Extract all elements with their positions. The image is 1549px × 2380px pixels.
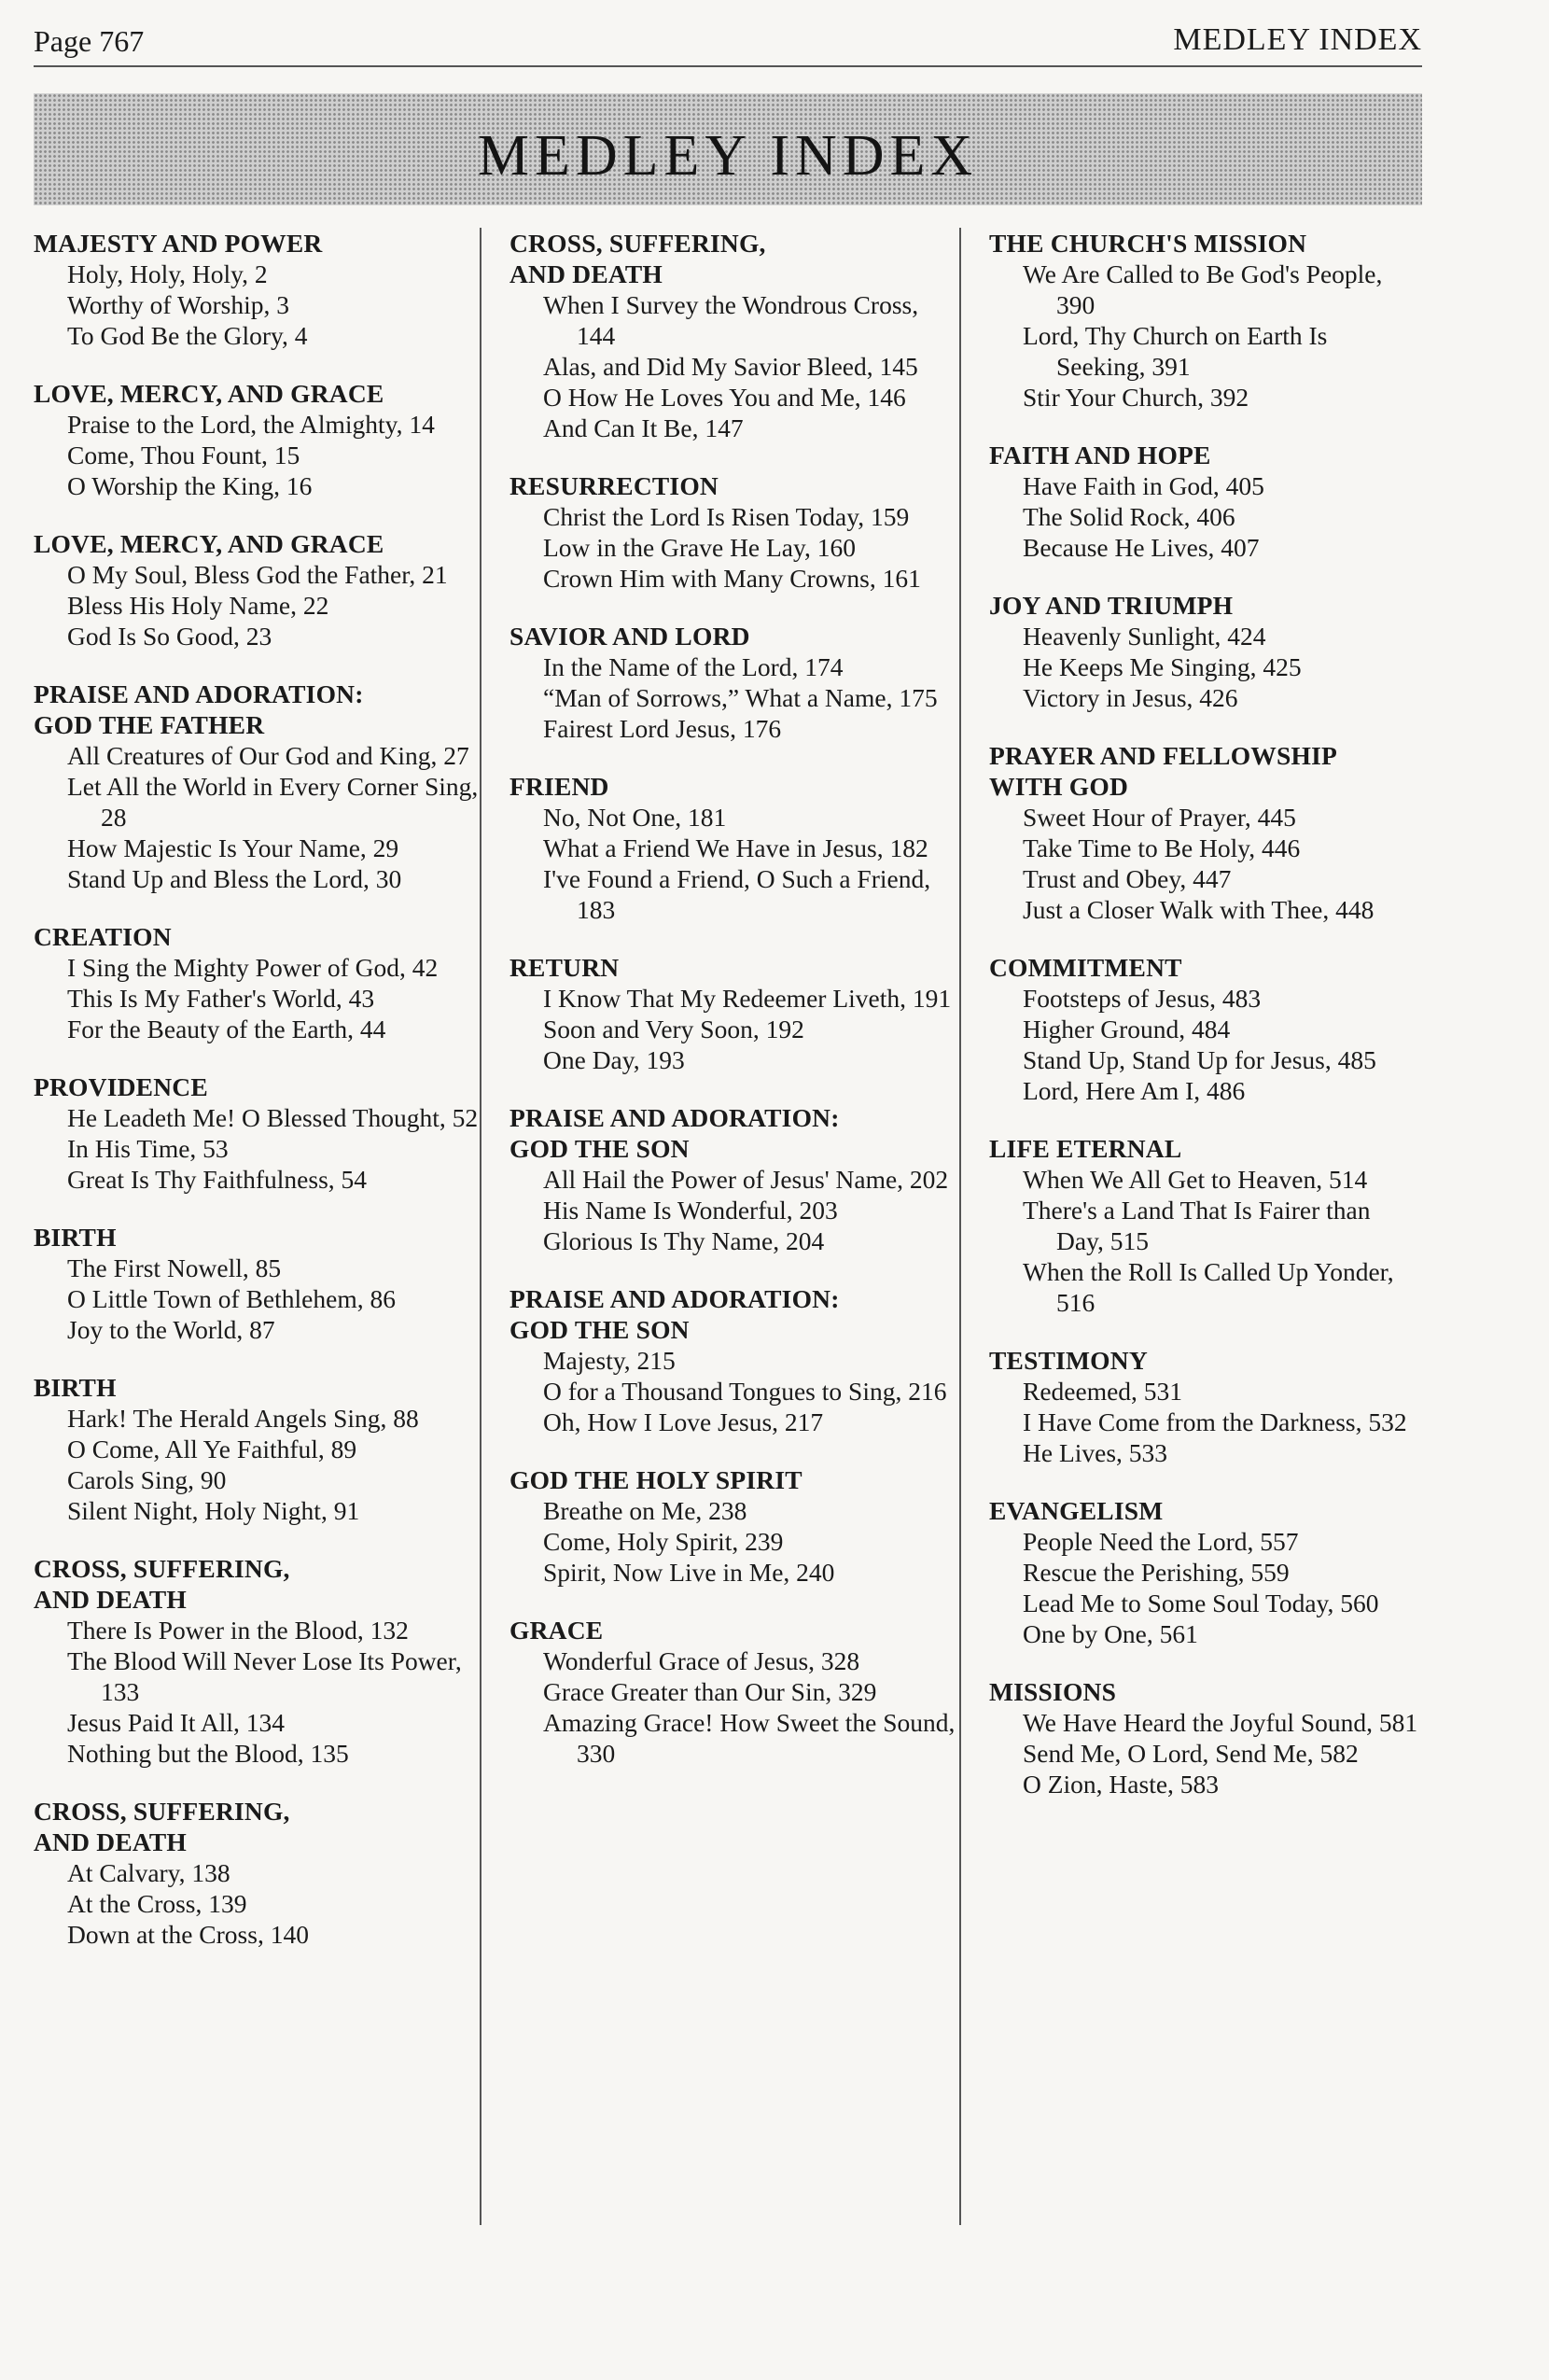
index-entry: Lord, Here Am I, 486 — [1023, 1076, 1246, 1105]
index-entry: I Know That My Redeemer Liveth, 191 — [543, 984, 952, 1013]
running-title: MEDLEY INDEX — [1173, 22, 1422, 57]
index-entry: The Blood Will Never Lose Its Power, 133 — [67, 1646, 462, 1706]
section-heading: LOVE, MERCY, AND GRACE — [34, 529, 384, 558]
section-heading: WITH GOD — [989, 772, 1129, 801]
index-section — [34, 1222, 480, 1345]
index-entry: Spirit, Now Live in Me, 240 — [543, 1558, 835, 1587]
index-entry: Stand Up and Bless the Lord, 30 — [67, 864, 402, 893]
index-entry: Crown Him with Many Crowns, 161 — [543, 564, 921, 593]
index-column-3 — [961, 228, 1422, 2225]
index-entry: I've Found a Friend, O Such a Friend, 183 — [543, 864, 931, 924]
index-entry: O Come, All Ye Faithful, 89 — [67, 1435, 357, 1463]
index-section — [509, 952, 959, 1075]
section-heading: CROSS, SUFFERING, — [34, 1554, 290, 1583]
index-entry: Oh, How I Love Jesus, 217 — [543, 1407, 824, 1436]
index-entry: Alas, and Did My Savior Bleed, 145 — [543, 352, 918, 381]
index-entry: Nothing but the Blood, 135 — [67, 1739, 349, 1768]
index-entry: Glorious Is Thy Name, 204 — [543, 1226, 825, 1255]
index-entry: Joy to the World, 87 — [67, 1315, 275, 1344]
index-section — [509, 228, 959, 443]
index-section — [989, 1345, 1422, 1468]
section-heading: CROSS, SUFFERING, — [34, 1797, 290, 1826]
index-entry: People Need the Lord, 557 — [1023, 1527, 1299, 1556]
index-entry: He Lives, 533 — [1023, 1438, 1168, 1467]
index-entry: At Calvary, 138 — [67, 1858, 230, 1887]
index-entry: At the Cross, 139 — [67, 1889, 247, 1918]
index-entry: Take Time to Be Holy, 446 — [1023, 833, 1301, 862]
index-entry: To God Be the Glory, 4 — [67, 321, 308, 350]
index-section — [34, 1796, 480, 1950]
index-section — [34, 228, 480, 351]
section-heading: CREATION — [34, 922, 172, 951]
index-entry: I Sing the Mighty Power of God, 42 — [67, 953, 439, 982]
index-entry: When the Roll Is Called Up Yonder, 516 — [1023, 1257, 1394, 1317]
index-column-1 — [34, 228, 480, 2225]
index-entry: How Majestic Is Your Name, 29 — [67, 833, 399, 862]
index-entry: In the Name of the Lord, 174 — [543, 652, 844, 681]
index-entry: What a Friend We Have in Jesus, 182 — [543, 833, 928, 862]
section-heading: COMMITMENT — [989, 953, 1182, 982]
index-entry: Praise to the Lord, the Almighty, 14 — [67, 410, 435, 439]
index-entry: No, Not One, 181 — [543, 803, 727, 832]
index-entry: All Hail the Power of Jesus' Name, 202 — [543, 1165, 949, 1194]
index-entry: O My Soul, Bless God the Father, 21 — [67, 560, 448, 589]
index-section — [989, 1676, 1422, 1799]
index-entry: Redeemed, 531 — [1023, 1377, 1183, 1406]
index-section — [509, 621, 959, 744]
section-heading: GOD THE SON — [509, 1315, 690, 1344]
index-entry: Stir Your Church, 392 — [1023, 383, 1249, 412]
index-entry: O Little Town of Bethlehem, 86 — [67, 1284, 396, 1313]
section-heading: JOY AND TRIUMPH — [989, 591, 1234, 620]
section-heading: GOD THE HOLY SPIRIT — [509, 1465, 802, 1494]
section-heading: EVANGELISM — [989, 1496, 1164, 1525]
index-entry: Heavenly Sunlight, 424 — [1023, 622, 1266, 651]
running-header — [34, 21, 1422, 67]
index-section — [34, 378, 480, 501]
index-entry: When I Survey the Wondrous Cross, 144 — [543, 290, 919, 350]
index-entry: For the Beauty of the Earth, 44 — [67, 1015, 386, 1043]
index-entry: We Are Called to Be God's People, 390 — [1023, 259, 1383, 319]
index-entry: Come, Holy Spirit, 239 — [543, 1527, 784, 1556]
index-section — [989, 1495, 1422, 1649]
page-number: Page 767 — [34, 24, 145, 58]
index-section — [34, 528, 480, 651]
index-section — [34, 679, 480, 894]
index-section — [509, 1102, 959, 1256]
index-entry: The First Nowell, 85 — [67, 1253, 282, 1282]
section-heading: AND DEATH — [34, 1585, 188, 1614]
index-entry: Stand Up, Stand Up for Jesus, 485 — [1023, 1045, 1376, 1074]
section-heading: PRAISE AND ADORATION: — [34, 679, 364, 708]
index-section — [34, 1372, 480, 1526]
section-heading: FAITH AND HOPE — [989, 441, 1211, 469]
index-section — [509, 1464, 959, 1588]
index-entry: O How He Loves You and Me, 146 — [543, 383, 906, 412]
index-entry: Hark! The Herald Angels Sing, 88 — [67, 1404, 419, 1433]
section-heading: RESURRECTION — [509, 471, 719, 500]
index-section — [989, 590, 1422, 713]
index-entry: God Is So Good, 23 — [67, 622, 272, 651]
index-entry: When We All Get to Heaven, 514 — [1023, 1165, 1368, 1194]
index-entry: And Can It Be, 147 — [543, 413, 744, 442]
index-entry: Amazing Grace! How Sweet the Sound, 330 — [543, 1708, 956, 1768]
index-entry: Worthy of Worship, 3 — [67, 290, 289, 319]
index-entry: Higher Ground, 484 — [1023, 1015, 1231, 1043]
index-entry: Great Is Thy Faithfulness, 54 — [67, 1165, 368, 1194]
section-heading: PROVIDENCE — [34, 1072, 208, 1101]
index-entry: Carols Sing, 90 — [67, 1465, 227, 1494]
section-heading: BIRTH — [34, 1223, 117, 1252]
index-entry: Wonderful Grace of Jesus, 328 — [543, 1646, 860, 1675]
index-section — [989, 1133, 1422, 1318]
index-entry: Soon and Very Soon, 192 — [543, 1015, 804, 1043]
index-section — [989, 228, 1422, 413]
section-heading: PRAISE AND ADORATION: — [509, 1103, 840, 1132]
section-heading: BIRTH — [34, 1373, 117, 1402]
index-entry: Footsteps of Jesus, 483 — [1023, 984, 1262, 1013]
index-entry: O Zion, Haste, 583 — [1023, 1770, 1220, 1799]
index-entry: Down at the Cross, 140 — [67, 1920, 309, 1949]
index-section — [509, 1615, 959, 1769]
index-entry: Have Faith in God, 405 — [1023, 471, 1264, 500]
index-section — [509, 1283, 959, 1437]
section-heading: TESTIMONY — [989, 1346, 1148, 1375]
index-entry: Silent Night, Holy Night, 91 — [67, 1496, 360, 1525]
index-section — [989, 952, 1422, 1106]
index-entry: Trust and Obey, 447 — [1023, 864, 1232, 893]
index-entry: O Worship the King, 16 — [67, 471, 313, 500]
section-heading: LOVE, MERCY, AND GRACE — [34, 379, 384, 408]
index-entry: Christ the Lord Is Risen Today, 159 — [543, 502, 910, 531]
index-section — [509, 470, 959, 594]
index-entry: Jesus Paid It All, 134 — [67, 1708, 285, 1737]
section-heading: SAVIOR AND LORD — [509, 622, 750, 651]
section-heading: RETURN — [509, 953, 620, 982]
index-entry: Send Me, O Lord, Send Me, 582 — [1023, 1739, 1359, 1768]
index-entry: His Name Is Wonderful, 203 — [543, 1196, 838, 1225]
section-heading: MISSIONS — [989, 1677, 1117, 1706]
section-heading: FRIEND — [509, 772, 609, 801]
index-entry: Low in the Grave He Lay, 160 — [543, 533, 856, 562]
index-section — [34, 1553, 480, 1769]
index-entry: There Is Power in the Blood, 132 — [67, 1616, 409, 1645]
index-entry: Rescue the Perishing, 559 — [1023, 1558, 1290, 1587]
index-entry: Let All the World in Every Corner Sing, 28 — [67, 772, 479, 832]
index-entry: Come, Thou Fount, 15 — [67, 441, 300, 469]
section-heading: GOD THE SON — [509, 1134, 690, 1163]
index-entry: We Have Heard the Joyful Sound, 581 — [1023, 1708, 1418, 1737]
index-columns — [34, 228, 1422, 2225]
index-entry: One by One, 561 — [1023, 1619, 1198, 1648]
index-entry: One Day, 193 — [543, 1045, 685, 1074]
index-section — [509, 771, 959, 925]
index-section — [989, 440, 1422, 563]
index-entry: Holy, Holy, Holy, 2 — [67, 259, 268, 288]
index-entry: O for a Thousand Tongues to Sing, 216 — [543, 1377, 947, 1406]
index-entry: Victory in Jesus, 426 — [1023, 683, 1238, 712]
index-entry: Majesty, 215 — [543, 1346, 676, 1375]
section-heading: GRACE — [509, 1616, 604, 1645]
index-entry: In His Time, 53 — [67, 1134, 229, 1163]
index-entry: “Man of Sorrows,” What a Name, 175 — [543, 683, 938, 712]
index-entry: He Leadeth Me! O Blessed Thought, 52 — [67, 1103, 479, 1132]
page-title: MEDLEY INDEX — [477, 123, 979, 188]
index-column-2 — [480, 228, 961, 2225]
section-heading: CROSS, SUFFERING, — [509, 229, 766, 258]
index-entry: Sweet Hour of Prayer, 445 — [1023, 803, 1296, 832]
section-heading: MAJESTY AND POWER — [34, 229, 323, 258]
index-entry: Fairest Lord Jesus, 176 — [543, 714, 782, 743]
section-heading: GOD THE FATHER — [34, 710, 265, 739]
index-entry: Lord, Thy Church on Earth Is Seeking, 391 — [1023, 321, 1328, 381]
title-banner — [34, 93, 1422, 205]
index-section — [34, 921, 480, 1044]
section-heading: THE CHURCH'S MISSION — [989, 229, 1307, 258]
index-entry: Just a Closer Walk with Thee, 448 — [1023, 895, 1375, 924]
index-entry: This Is My Father's World, 43 — [67, 984, 375, 1013]
section-heading: AND DEATH — [34, 1827, 188, 1856]
section-heading: AND DEATH — [509, 259, 663, 288]
index-entry: He Keeps Me Singing, 425 — [1023, 652, 1302, 681]
index-entry: Breathe on Me, 238 — [543, 1496, 747, 1525]
index-entry: Bless His Holy Name, 22 — [67, 591, 329, 620]
index-entry: Because He Lives, 407 — [1023, 533, 1260, 562]
index-entry: All Creatures of Our God and King, 27 — [67, 741, 469, 770]
index-entry: Lead Me to Some Soul Today, 560 — [1023, 1589, 1379, 1617]
index-entry: The Solid Rock, 406 — [1023, 502, 1235, 531]
index-section — [989, 740, 1422, 925]
section-heading: PRAYER AND FELLOWSHIP — [989, 741, 1337, 770]
section-heading: PRAISE AND ADORATION: — [509, 1284, 840, 1313]
index-entry: I Have Come from the Darkness, 532 — [1023, 1407, 1407, 1436]
index-entry: There's a Land That Is Fairer than Day, 515 — [1023, 1196, 1371, 1255]
index-section — [34, 1071, 480, 1195]
section-heading: LIFE ETERNAL — [989, 1134, 1182, 1163]
index-entry: Grace Greater than Our Sin, 329 — [543, 1677, 877, 1706]
